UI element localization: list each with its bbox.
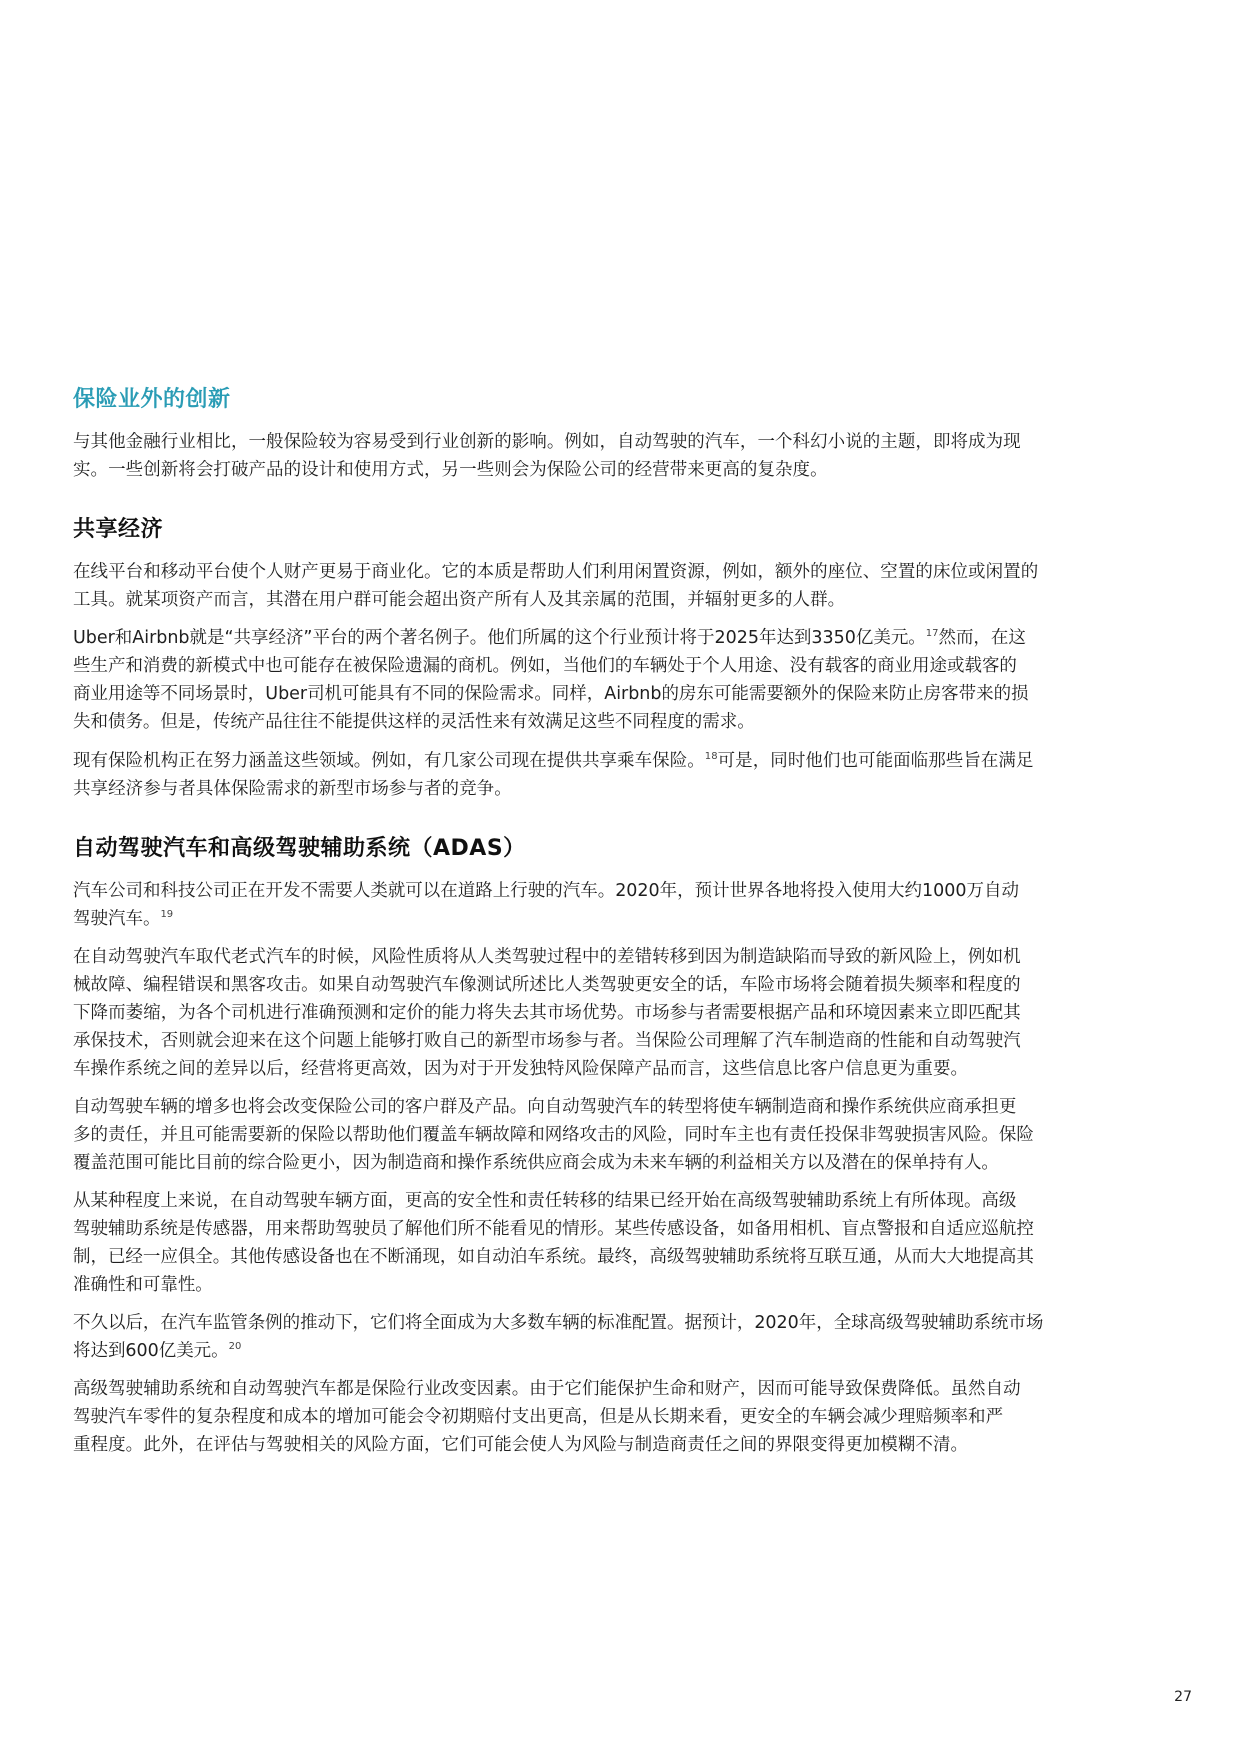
text-line: 多的责任，并且可能需要新的保险以帮助他们覆盖车辆故障和网络攻击的风险，同时车主也有责任投保非驾驶损害风险。保险 [73, 1125, 1034, 1145]
text-line: 高级驾驶辅助系统和自动驾驶汽车都是保险行业改变因素。由于它们能保护生命和财产，因而可能导致保费降低。虽然自动 [73, 1379, 1021, 1399]
text-line: 失和债务。但是，传统产品往往不能提供这样的灵活性来有效满足这些不同程度的需求。 [73, 712, 755, 732]
text-line: 覆盖范围可能比目前的综合险更小，因为制造商和操作系统供应商会成为未来车辆的利益相关方以及潜在的保单持有人。 [73, 1153, 999, 1173]
text-line: 准确性和可靠性。 [73, 1275, 213, 1295]
text-line: 共享经济参与者具体保险需求的新型市场参与者的竞争。 [73, 779, 512, 799]
text-line: 从某种程度上来说，在自动驾驶车辆方面，更高的安全性和责任转移的结果已经开始在高级驾驶辅助系统上有所体现。高级 [73, 1191, 1017, 1211]
text-run: 将达到600亿美元。 [73, 1341, 229, 1361]
page-number: 27 [1174, 1689, 1192, 1705]
paragraph-adas-5 [73, 1309, 1113, 1365]
text-line [73, 747, 1113, 775]
section-title-innovation: 保险业外的创新 [73, 387, 231, 412]
text-line: 与其他金融行业相比，一般保险较为容易受到行业创新的影响。例如，自动驾驶的汽车，一个科幻小说的主题，即将成为现 [73, 432, 1021, 452]
paragraph-adas-2 [73, 943, 1113, 1083]
text-line [73, 905, 1113, 933]
text-line: 械故障、编程错误和黑客攻击。如果自动驾驶汽车像测试所述比人类驾驶更安全的话，车险市场将会随着损失频率和程度的 [73, 975, 1021, 995]
text-line: 车操作系统之间的差异以后，经营将更高效，因为对于开发独特风险保障产品而言，这些信息比客户信息更为重要。 [73, 1059, 969, 1079]
footnote-ref-18: 18 [704, 751, 718, 763]
heading-adas: 自动驾驶汽车和高级驾驶辅助系统（ADAS） [73, 836, 526, 861]
text-line: 汽车公司和科技公司正在开发不需要人类就可以在道路上行驶的汽车。2020年，预计世界各地将投入使用大约1000万自动 [73, 881, 1019, 901]
text-line: 下降而萎缩，为各个司机进行准确预测和定价的能力将失去其市场优势。市场参与者需要根据产品和环境因素来立即匹配其 [73, 1003, 1021, 1023]
paragraph-adas-1 [73, 877, 1113, 933]
text-run: 然而，在这 [938, 628, 1026, 648]
paragraph-innovation-intro [73, 428, 1113, 484]
text-line: 驾驶汽车零件的复杂程度和成本的增加可能会令初期赔付支出更高，但是从长期来看，更安全的车辆会减少理赔频率和严 [73, 1407, 1004, 1427]
text-line: 商业用途等不同场景时，Uber司机可能具有不同的保险需求。同样，Airbnb的房东可能需要额外的保险来防止房客带来的损 [73, 684, 1029, 704]
text-line: 制，已经一应俱全。其他传感设备也在不断涌现，如自动泊车系统。最终，高级驾驶辅助系统将互联互通，从而大大地提高其 [73, 1247, 1034, 1267]
paragraph-sharing-2 [73, 624, 1113, 736]
footnote-ref-17: 17 [925, 628, 939, 640]
text-line: 在自动驾驶汽车取代老式汽车的时候，风险性质将从人类驾驶过程中的差错转移到因为制造缺陷而导致的新风险上，例如机 [73, 947, 1021, 967]
heading-sharing-economy: 共享经济 [73, 517, 164, 542]
paragraph-adas-6 [73, 1375, 1113, 1459]
text-run: Uber和Airbnb就是“共享经济”平台的两个著名例子。他们所属的这个行业预计将于2025年达到3350亿美元。 [73, 628, 926, 648]
text-line: 自动驾驶车辆的增多也将会改变保险公司的客户群及产品。向自动驾驶汽车的转型将使车辆制造商和操作系统供应商承担更 [73, 1097, 1017, 1117]
footnote-ref-19: 19 [160, 909, 174, 921]
text-run: 现有保险机构正在努力涵盖这些领域。例如，有几家公司现在提供共享乘车保险。 [73, 751, 705, 771]
text-line [73, 624, 1113, 652]
paragraph-sharing-1 [73, 558, 1113, 614]
paragraph-sharing-3 [73, 747, 1113, 803]
text-run: 驾驶汽车。 [73, 909, 161, 929]
text-line: 承保技术，否则就会迎来在这个问题上能够打败自己的新型市场参与者。当保险公司理解了汽车制造商的性能和自动驾驶汽 [73, 1031, 1021, 1051]
paragraph-adas-3 [73, 1093, 1113, 1177]
text-line: 实。一些创新将会打破产品的设计和使用方式，另一些则会为保险公司的经营带来更高的复杂度。 [73, 460, 828, 480]
text-line [73, 1337, 1113, 1365]
text-line: 驾驶辅助系统是传感器，用来帮助驾驶员了解他们所不能看见的情形。某些传感设备，如备用相机、盲点警报和自适应巡航控 [73, 1219, 1034, 1239]
footnote-ref-20: 20 [228, 1341, 242, 1353]
text-run: 可是，同时他们也可能面临那些旨在满足 [717, 751, 1034, 771]
text-line: 些生产和消费的新模式中也可能存在被保险遗漏的商机。例如，当他们的车辆处于个人用途、没有载客的商业用途或载客的 [73, 656, 1017, 676]
text-line: 不久以后，在汽车监管条例的推动下，它们将全面成为大多数车辆的标准配置。据预计，2020年，全球高级驾驶辅助系统市场 [73, 1313, 1044, 1333]
text-line: 在线平台和移动平台使个人财产更易于商业化。它的本质是帮助人们利用闲置资源，例如，额外的座位、空置的床位或闲置的 [73, 562, 1039, 582]
text-line: 重程度。此外，在评估与驾驶相关的风险方面，它们可能会使人为风险与制造商责任之间的界限变得更加模糊不清。 [73, 1435, 969, 1455]
text-line: 工具。就某项资产而言，其潜在用户群可能会超出资产所有人及其亲属的范围，并辐射更多的人群。 [73, 590, 846, 610]
paragraph-adas-4 [73, 1187, 1113, 1299]
